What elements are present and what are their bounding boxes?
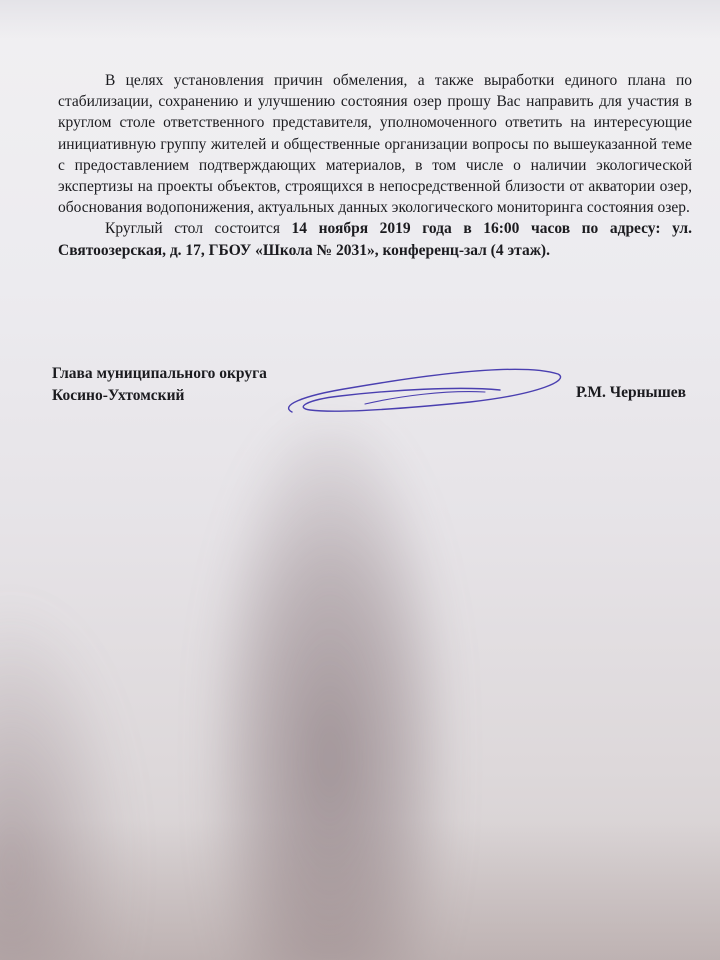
- signatory-title-line-1: Глава муниципального округа: [52, 365, 267, 382]
- bottom-shadow: [0, 820, 720, 960]
- signatory-name: Р.М. Чернышев: [575, 384, 686, 401]
- meeting-details: 14 ноября 2019 года в 16:00 часов по адресу: ул. Святоозерская, д. 17, ГБОУ «Школа № 2031», конференц-зал (4 этаж).: [58, 220, 693, 259]
- letter-body: [58, 70, 692, 261]
- handwritten-signature: [270, 350, 570, 440]
- signatory-title-line-2: Косино-Ухтомский: [52, 387, 185, 404]
- page-top-shade: [0, 0, 720, 40]
- letter-paragraph-1: В целях установления причин обмеления, а также выработки единого плана по стабилизации, сохранению и улучшению состояния озер прошу Вас направить для участия в круглом столе ответственного представителя, уполномоченного ответить на интересующие инициативную группу жителей и общественные организации вопросы по вышеуказанной теме с предоставлением подтверждающих материалов, в том числе о наличии экологической экспертизы на проекты объектов, строящихся в непосредственной близости от акватории озер, обоснования водопонижения, актуальных данных экологического мониторинга состояния озер.: [58, 72, 692, 217]
- signatory-title: [52, 363, 267, 407]
- letter-paragraph-2: [58, 218, 692, 260]
- meeting-intro: Круглый стол состоится: [105, 220, 292, 238]
